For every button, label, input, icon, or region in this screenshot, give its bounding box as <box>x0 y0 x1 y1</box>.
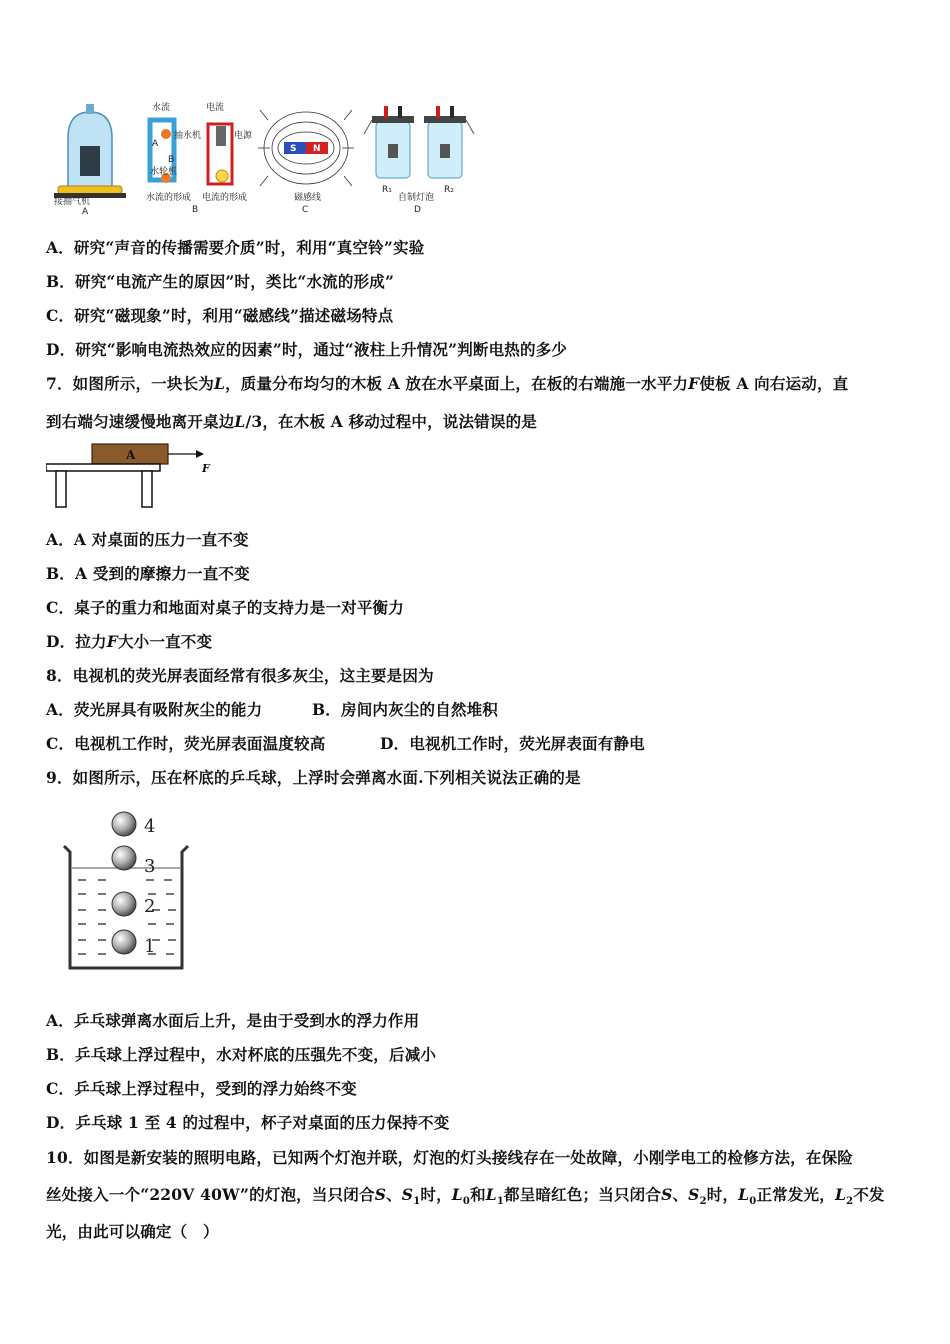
q10-l2-g: 不发 <box>853 1185 885 1204</box>
q10-l2-e: 时， <box>706 1185 739 1204</box>
figure-q7 <box>46 440 226 512</box>
q7-line1-a: 7．如图所示，一块长为 <box>46 374 214 393</box>
q10-var-l0: L <box>451 1185 463 1204</box>
q9-option-c: C．乒乓球上浮过程中，受到的浮力始终不变 <box>46 1079 357 1098</box>
panel-a-letter: A <box>82 207 89 217</box>
q7-line1-c: 使板 A 向右运动，直 <box>699 374 849 393</box>
q6-option-c: C．研究“磁现象”时，利用“磁感线”描述磁场特点 <box>46 306 394 325</box>
q10-l2-d: 都呈暗红色；当只闭合 <box>504 1185 662 1204</box>
q10-stem-line1: 10．如图是新安装的照明电路，已知两个灯泡并联，灯泡的灯头接线存在一处故障，小刚学电工的检修方法，在保险 <box>46 1148 853 1167</box>
panel-c-letter: C <box>302 205 309 215</box>
panel-b-point-a: A <box>152 139 159 149</box>
q10-var-s: S <box>374 1185 387 1204</box>
ball-1 <box>112 930 136 954</box>
magnet-n-label: N <box>313 144 321 154</box>
figure-q6-svg <box>46 100 486 220</box>
q10-l2-f: 正常发光， <box>756 1185 835 1204</box>
ball-3 <box>112 846 136 870</box>
q7-option-d-var: F <box>106 632 118 651</box>
q7-line2-l: L <box>234 412 246 431</box>
self-made-bulb-illustration <box>364 106 474 178</box>
q8-option-c: C．电视机工作时，荧光屏表面温度较高 <box>46 734 326 753</box>
q7-stem-line1 <box>46 372 848 394</box>
panel-b-caption-left: 水流的形成 <box>146 193 192 203</box>
table-leg-left <box>56 471 66 507</box>
q8-option-d: D．电视机工作时，荧光屏表面有静电 <box>380 734 645 753</box>
q7-var-l: L <box>214 374 226 393</box>
table-top <box>46 464 160 471</box>
panel-b-source-label: 电源 <box>234 131 253 141</box>
panel-a-caption: 接抽气机 <box>54 197 91 207</box>
panel-b-pump-label: 抽水机 <box>174 131 202 141</box>
figure-q9 <box>58 806 198 976</box>
ball-2-label: 2 <box>144 896 156 917</box>
q10-var-l0b: L <box>738 1185 750 1204</box>
q10-var-l1: L <box>485 1185 497 1204</box>
figure-q7-svg <box>46 440 226 512</box>
figure-q9-svg <box>58 806 198 976</box>
magnet-s-label: S <box>290 144 297 154</box>
panel-d-letter: D <box>414 205 421 215</box>
q10-var-l1-sub: 1 <box>496 1196 505 1208</box>
force-label: F <box>202 462 210 475</box>
ball-4-label: 4 <box>144 816 156 837</box>
panel-b-turbine-label: 水轮机 <box>150 167 178 177</box>
panel-b-current-label: 电流 <box>206 103 225 113</box>
q10-var-s2: S <box>688 1185 700 1204</box>
ball-4 <box>112 812 136 836</box>
q7-var-f: F <box>688 374 700 393</box>
q10-l2-b: 时， <box>420 1185 452 1204</box>
q10-var-l2: L <box>834 1185 847 1204</box>
q7-option-d <box>46 630 212 652</box>
q9-option-a: A．乒乓球弹离水面后上升，是由于受到水的浮力作用 <box>46 1011 420 1030</box>
q10-var-s1-sub: 1 <box>413 1196 421 1208</box>
panel-b-caption-right: 电流的形成 <box>202 193 248 203</box>
q8-option-a: A．荧光屏具有吸附灰尘的能力 <box>46 700 263 719</box>
water-current-analogy-illustration <box>150 101 253 184</box>
q6-option-d: D．研究“影响电流热效应的因素”时，通过“液柱上升情况”判断电热的多少 <box>46 340 568 359</box>
q6-option-b: B．研究“电流产生的原因”时，类比“水流的形成” <box>46 272 395 291</box>
panel-b-point-b: B <box>168 155 175 165</box>
q9-stem: 9．如图所示，压在杯底的乒乓球，上浮时会弹离水面.下列相关说法正确的是 <box>46 768 581 787</box>
ball-1-label: 1 <box>144 936 156 957</box>
q9-option-b: B．乒乓球上浮过程中，水对杯底的压强先不变，后减小 <box>46 1045 437 1064</box>
q7-option-d-a: D．拉力 <box>46 632 107 651</box>
q9-option-d: D．乒乓球 1 至 4 的过程中，杯子对桌面的压力保持不变 <box>46 1113 450 1132</box>
ball-3-label: 3 <box>144 856 156 877</box>
q7-option-a: A．A 对桌面的压力一直不变 <box>46 530 249 549</box>
q8-stem: 8．电视机的荧光屏表面经常有很多灰尘，这主要是因为 <box>46 666 434 685</box>
q10-sep: 、 <box>386 1185 402 1204</box>
q7-option-d-b: 大小一直不变 <box>117 632 213 651</box>
q10-stem-line2 <box>46 1183 885 1207</box>
panel-b-letter: B <box>192 205 199 215</box>
q7-option-c: C．桌子的重力和地面对桌子的支持力是一对平衡力 <box>46 598 404 617</box>
panel-c-caption: 磁感线 <box>294 193 322 203</box>
q10-var-l0-sub: 0 <box>462 1196 471 1208</box>
force-arrow-head <box>196 450 204 458</box>
q7-option-b: B．A 受到的摩擦力一直不变 <box>46 564 250 583</box>
q7-line1-b: ，质量分布均匀的木板 A 放在水平桌面上，在板的右端施一水平力 <box>225 374 689 393</box>
q10-var-s-2: S <box>661 1185 673 1204</box>
panel-d-r2: R₂ <box>444 185 454 195</box>
q8-option-b: B．房间内灰尘的自然堆积 <box>312 700 499 719</box>
panel-d-r1: R₁ <box>382 185 392 195</box>
q10-sep2: 、 <box>672 1185 689 1204</box>
q7-line2-a: 到右端匀速缓慢地离开桌边 <box>46 412 235 431</box>
panel-b-water-label: 水流 <box>152 103 171 113</box>
ball-2 <box>112 892 136 916</box>
board-label: A <box>126 448 136 462</box>
bell-jar-illustration <box>54 104 126 198</box>
q10-l2-c: 和 <box>470 1185 486 1204</box>
q7-stem-line2 <box>46 410 537 432</box>
q10-l2-a: 丝处接入一个“220V 40W”的灯泡，当只闭合 <box>46 1185 375 1204</box>
q10-var-s2-sub: 2 <box>699 1196 707 1208</box>
q10-var-s1: S <box>401 1185 414 1204</box>
table-leg-right <box>142 471 152 507</box>
q7-line2-b: /3，在木板 A 移动过程中，说法错误的是 <box>245 412 537 431</box>
q10-var-l2-sub: 2 <box>846 1196 854 1208</box>
q10-var-l0b-sub: 0 <box>749 1196 757 1208</box>
panel-d-caption: 自制灯泡 <box>398 193 435 203</box>
q10-stem-line3: 光，由此可以确定（ ） <box>46 1222 219 1241</box>
q6-option-a: A．研究“声音的传播需要介质”时，利用“真空铃”实验 <box>46 238 425 257</box>
figure-q6 <box>46 100 486 220</box>
